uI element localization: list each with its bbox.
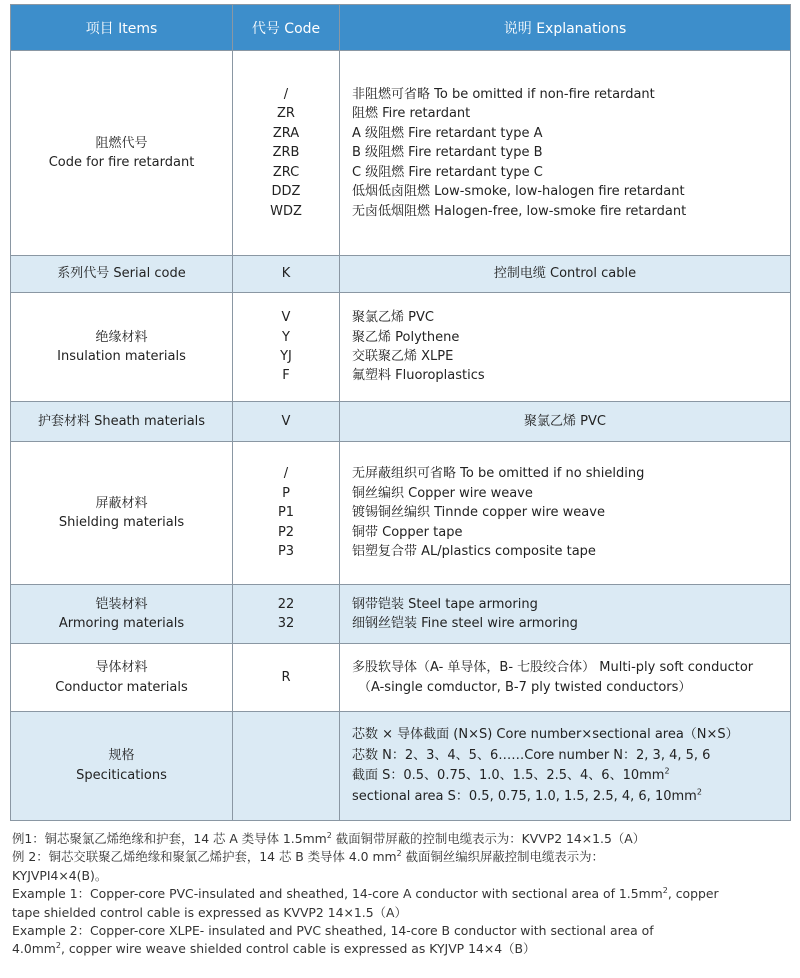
table-row-conductor bbox=[10, 644, 791, 712]
header-code: 代号 Code bbox=[233, 5, 340, 50]
table-row-fire-retardant bbox=[10, 51, 791, 256]
example-2-en: Example 2：Copper-core XLPE- insulated and PVC sheathed, 14-core B conductor with sectional area of bbox=[12, 923, 654, 939]
spec-section-zh: 截面 S：0.5、0.75、1.0、1.5、2.5、4、6、$10mm^2$ bbox=[352, 766, 670, 783]
item-cell: 系列代号 Serial code bbox=[11, 256, 233, 292]
code-cell: V bbox=[233, 402, 340, 441]
table-header bbox=[10, 5, 791, 51]
spec-section-en: sectional area S：0.5, 0.75, 1.0, 1.5, 2.5, 4, 6, $10mm^2$ bbox=[352, 787, 702, 804]
cable-code-table bbox=[10, 4, 791, 821]
item-cell: 屏蔽材料 Shielding materials bbox=[11, 442, 233, 584]
table-row-sheath bbox=[10, 402, 791, 442]
example-1-zh: 例1：铜芯聚氯乙烯绝缘和护套，14 芯 A 类导体 $1.5mm^2$ 截面铜带屏蔽的控制电缆表示为：KVVP2 14×1.5（A） bbox=[12, 830, 646, 846]
table-row-shielding bbox=[10, 442, 791, 585]
explanation-cell: 非阻燃可省略 To be omitted if non-fire retardant 阻燃 Fire retardant A 级阻燃 Fire retardant type A B 级阻燃 Fire retardant type B C 级阻燃 Fire retardant type C 低烟低卤阻燃 Low-smoke, low-halogen fire retardant 无卤低烟阻燃 Halogen-free, low-smoke fire retardant bbox=[352, 87, 687, 219]
example-2-en-cont: $4.0mm^2$, copper wire weave shielded control cable is expressed as KYJVP 14×4（B） bbox=[12, 941, 536, 957]
explanation-cell: 芯数 × 导体截面 (N×S) Core number×sectional area（N×S） 芯数 N：2、3、4、5、6……Core number N：2, 3, 4, 5, 6 截面 S：0.5、0.75、1.0、1.5、2.5、4、6、$10mm^2$ sectional area S：0.5, 0.75, 1.0, 1.5, 2.5, 4, 6, $10mm^2$ bbox=[340, 712, 790, 820]
example-1-en-cont: tape shielded control cable is expressed as KVVP2 14×1.5（A） bbox=[12, 904, 407, 920]
table-row-specifications bbox=[10, 712, 791, 821]
example-notes bbox=[12, 830, 792, 959]
code-cell: R bbox=[233, 644, 340, 711]
explanation-cell: 无屏蔽组织可省略 To be omitted if no shielding 铜丝编织 Copper wire weave 镀锡铜丝编织 Tinnde copper wire weave 铜带 Copper tape 铝塑复合带 AL/plastics composite tape bbox=[352, 466, 645, 560]
example-1-en: Example 1：Copper-core PVC-insulated and sheathed, 14-core A conductor with sectional area of $1.5mm^2$, copper bbox=[12, 886, 719, 902]
item-cell: 护套材料 Sheath materials bbox=[11, 402, 233, 441]
item-cell: 绝缘材料 Insulation materials bbox=[11, 293, 233, 401]
explanation-cell: 聚氯乙烯 PVC 聚乙烯 Polythene 交联聚乙烯 XLPE 氟塑料 Fluoroplastics bbox=[352, 310, 485, 384]
header-items: 项目 Items bbox=[11, 5, 233, 50]
code-cell: V Y YJ F bbox=[233, 293, 340, 401]
example-2-zh-cont: KYJVPI4×4(B)。 bbox=[12, 867, 108, 883]
item-cell: 铠装材料 Armoring materials bbox=[11, 585, 233, 643]
table-row-insulation bbox=[10, 293, 791, 402]
code-cell: / P P1 P2 P3 bbox=[233, 442, 340, 584]
item-cell: 规格 Specitications bbox=[11, 712, 233, 820]
code-cell: / ZR ZRA ZRB ZRC DDZ WDZ bbox=[233, 51, 340, 255]
code-cell: 22 32 bbox=[233, 585, 340, 643]
item-cell: 导体材料 Conductor materials bbox=[11, 644, 233, 711]
explanation-cell: 多股软导体（A- 单导体，B- 七股绞合体） Multi-ply soft conductor （A-single comductor, B-7 ply twisted conductors） bbox=[352, 660, 754, 695]
explanation-cell: 控制电缆 Control cable bbox=[493, 266, 637, 282]
code-cell bbox=[233, 712, 340, 820]
code-cell: K bbox=[233, 256, 340, 292]
item-cell: 阻燃代号 Code for fire retardant bbox=[11, 51, 233, 255]
table-row-serial-code bbox=[10, 256, 791, 293]
example-2-zh: 例 2：铜芯交联聚乙烯绝缘和聚氯乙烯护套，14 芯 B 类导体 4.0 $mm^2$ 截面铜丝编织屏蔽控制电缆表示为： bbox=[12, 849, 604, 865]
explanation-cell: 钢带铠装 Steel tape armoring 细钢丝铠装 Fine steel wire armoring bbox=[352, 596, 578, 631]
header-explanations: 说明 Explanations bbox=[503, 20, 627, 37]
table-row-armoring bbox=[10, 585, 791, 644]
explanation-cell: 聚氯乙烯 PVC bbox=[524, 413, 606, 429]
